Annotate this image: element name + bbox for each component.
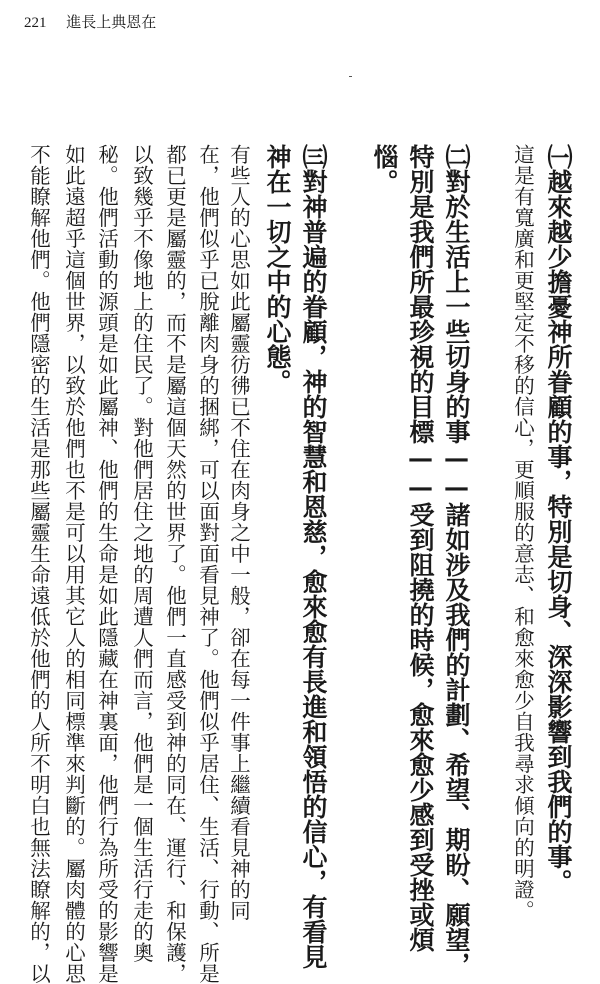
body-line-4: 以致幾乎不像地上的住民了。對他們居住之地的周遭人們而言，他們是一個生活行走的奧	[129, 144, 154, 963]
point-1-text: 這是有寬廣和更堅定不移的信心，更順服的意志、和愈來愈少自我尋求傾向的明證。	[510, 144, 535, 921]
body-line-6: 如此遠超乎這個世界，以致於他們也不是可以用其它人的相同標準來判斷的。屬肉體的心思	[61, 144, 86, 984]
body-line-1: 有些人的心思如此屬靈彷彿已不住在肉身之中一般，卻在每一件事上繼續看見神的同	[226, 144, 251, 921]
point-2-heading-line-3: 惱。	[370, 144, 399, 194]
point-3-heading-line-2: 神在一切之中的心態。	[263, 144, 292, 394]
body-line-2: 在，他們似乎已脫離肉身的捆綁，可以面對面看見神了。他們似乎居住、生活、行動、所是	[195, 144, 220, 984]
body-line-3: 都已更是屬靈的，而不是屬這個天然的世界了。他們一直感受到神的同在、運行、和保護，	[162, 144, 187, 984]
point-2-heading-line-1: ㈡對於生活上一些切身的事——諸如涉及我們的計劃、希望、期盼、願望，	[442, 144, 471, 977]
point-2-heading-line-2: 特別是我們所最珍視的目標——受到阻撓的時候，愈來愈少感到受挫或煩	[406, 144, 435, 952]
ink-speck	[349, 76, 352, 77]
body-line-5: 秘。他們活動的源頭是如此屬神、他們的生命是如此隱藏在神裏面，他們行為所受的影響是	[94, 144, 119, 984]
point-3-heading-line-1: ㈢對神普遍的眷顧，神的智慧和恩慈，愈來愈有長進和領悟的信心，有看見	[299, 144, 328, 969]
point-1-heading: ㈠越來越少擔憂神所眷顧的事，特別是切身、深深影響到我們的事。	[544, 144, 573, 894]
page-header	[24, 12, 156, 34]
body-line-7: 不能瞭解他們。他們隱密的生活是那些屬靈生命遠低於他們的人所不明白也無法瞭解的，以	[26, 144, 51, 984]
page-number: 221	[24, 15, 47, 31]
running-title: 進長上典恩在	[66, 15, 157, 31]
